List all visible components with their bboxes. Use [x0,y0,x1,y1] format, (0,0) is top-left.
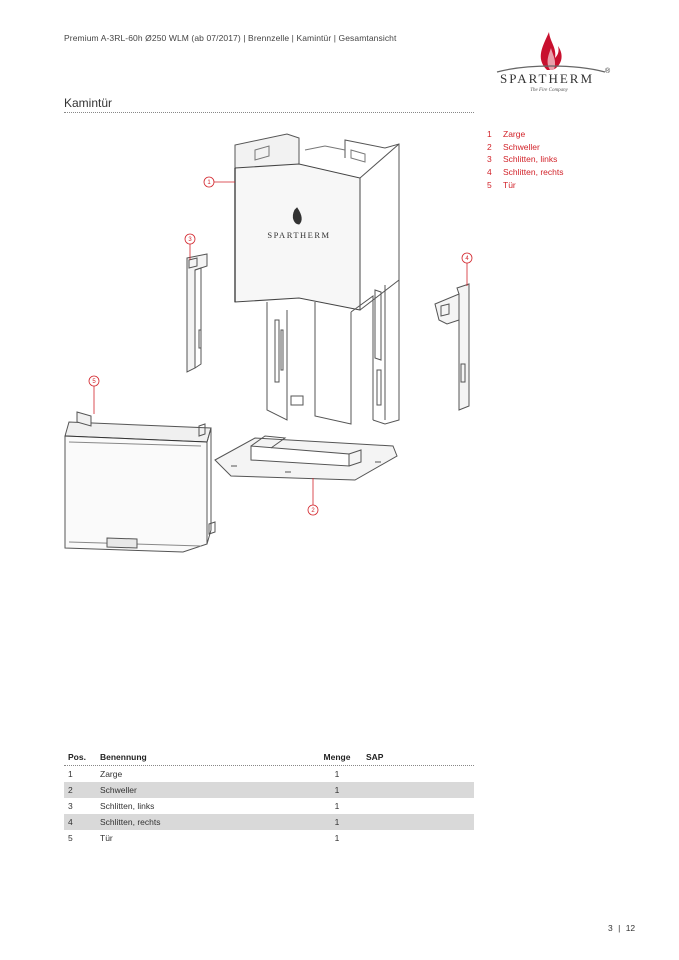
header-pos: Pos. [68,752,86,762]
callout-4 [462,253,472,286]
svg-text:4: 4 [465,256,469,263]
table-row: 4 Schlitten, rechts 1 [64,814,474,830]
svg-text:5: 5 [92,379,96,386]
logo-registered-mark: ® [605,68,611,75]
callout-5 [89,376,99,414]
page-number: 3 | 12 [608,923,636,933]
parts-table [64,750,474,846]
svg-text:1: 1 [207,180,211,187]
spartherm-logo [487,28,615,100]
table-row: 1 Zarge 1 [68,769,340,779]
table-row: 5 Tür 1 [68,833,340,843]
part-schweller [215,436,397,480]
section-title: Kamintür [64,96,113,110]
callout-3 [185,234,195,260]
document-header: Premium A-3RL-60h Ø250 WLM (ab 07/2017) | Brennzelle | Kamintür | Gesamtansicht [64,33,397,43]
header-qty: Menge [323,752,351,762]
callout-2 [308,478,318,515]
legend-item: 3 Schlitten, links [487,154,558,165]
legend-item: 2 Schweller [487,141,540,152]
logo-tagline: The Fire Company [530,88,568,93]
part-tuer [65,412,215,552]
panel-brand-text: SPARTHERM [267,230,331,240]
table-header [64,750,474,764]
part-schlitten-rechts [435,284,469,410]
svg-text:2: 2 [311,508,315,515]
logo-wordmark: SPARTHERM [499,71,595,86]
table-row: 3 Schlitten, links 1 [68,801,340,811]
parts-legend [487,128,563,192]
part-schlitten-links [187,254,207,372]
exploded-view-drawing [55,120,475,570]
legend-item: 5 Tür [487,179,516,190]
svg-text:3: 3 [188,237,192,244]
section-divider [64,112,474,113]
legend-item: 4 Schlitten, rechts [487,167,564,178]
header-sap: SAP [366,752,384,762]
legend-item: 1 Zarge [487,129,526,139]
callout-1 [204,177,235,187]
part-zarge [235,134,399,424]
table-row: 2 Schweller 1 [64,782,474,798]
flame-icon [487,28,615,74]
header-name: Benennung [100,752,147,762]
